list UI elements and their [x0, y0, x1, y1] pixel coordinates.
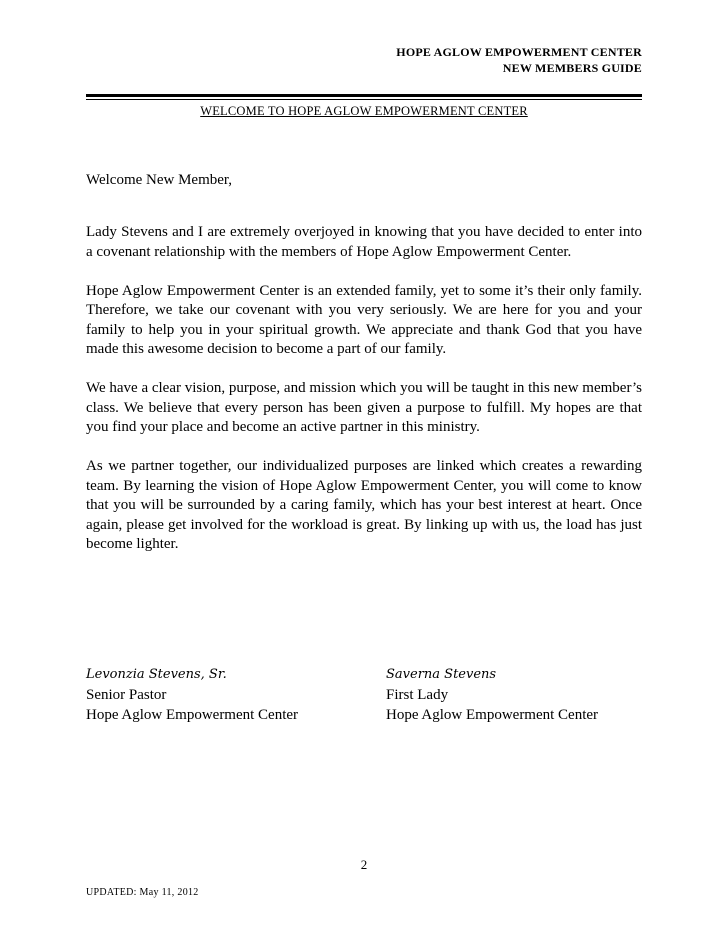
salutation: Welcome New Member,	[86, 172, 233, 188]
header-document-title: NEW MEMBERS GUIDE	[502, 61, 642, 75]
page-title: WELCOME TO HOPE AGLOW EMPOWERMENT CENTER	[200, 104, 528, 118]
header-rule-thick	[86, 94, 642, 97]
paragraph: As we partner together, our individualized purposes are linked which creates a rewarding team. By learning the vision of Hope Aglow Empowerment Center, you will come to know that you will be surrounded by a caring family, which has your best interest at heart. Once again, please get involved for the workload is great. By linking up with us, the load has just become lighter.	[86, 458, 642, 552]
signer-organization: Hope Aglow Empowerment Center	[386, 707, 599, 723]
signer-organization: Hope Aglow Empowerment Center	[86, 707, 299, 723]
signature-block-pastor	[86, 665, 298, 725]
updated-footer: UPDATED: May 11, 2012	[86, 887, 199, 898]
signature-block-first-lady	[386, 665, 598, 725]
letter-body	[86, 223, 642, 574]
signer-title: Senior Pastor	[86, 687, 167, 703]
paragraph: We have a clear vision, purpose, and mission which you will be taught in this new member’s class. We believe that every person has been given a purpose to fulfill. My hopes are that you find your place and become an active partner in this ministry.	[86, 380, 642, 435]
paragraph: Hope Aglow Empowerment Center is an extended family, yet to some it’s their only family. Therefore, we take our covenant with you very seriously. We are here for you and your family to help you in your spiritual growth. We appreciate and thank God that you have made this awesome decision to become a part of our family.	[86, 282, 642, 357]
header-organization: HOPE AGLOW EMPOWERMENT CENTER	[396, 45, 642, 59]
document-header	[396, 44, 642, 76]
header-rule-thin	[86, 99, 642, 100]
signature-first-lady: Saverna Stevens	[386, 667, 497, 682]
paragraph: Lady Stevens and I are extremely overjoyed in knowing that you have decided to enter into a covenant relationship with the members of Hope Aglow Empowerment Center.	[86, 224, 642, 260]
signer-title: First Lady	[386, 687, 449, 703]
page-number: 2	[360, 857, 368, 872]
signature-pastor: Levonzia Stevens, Sr.	[86, 667, 227, 682]
